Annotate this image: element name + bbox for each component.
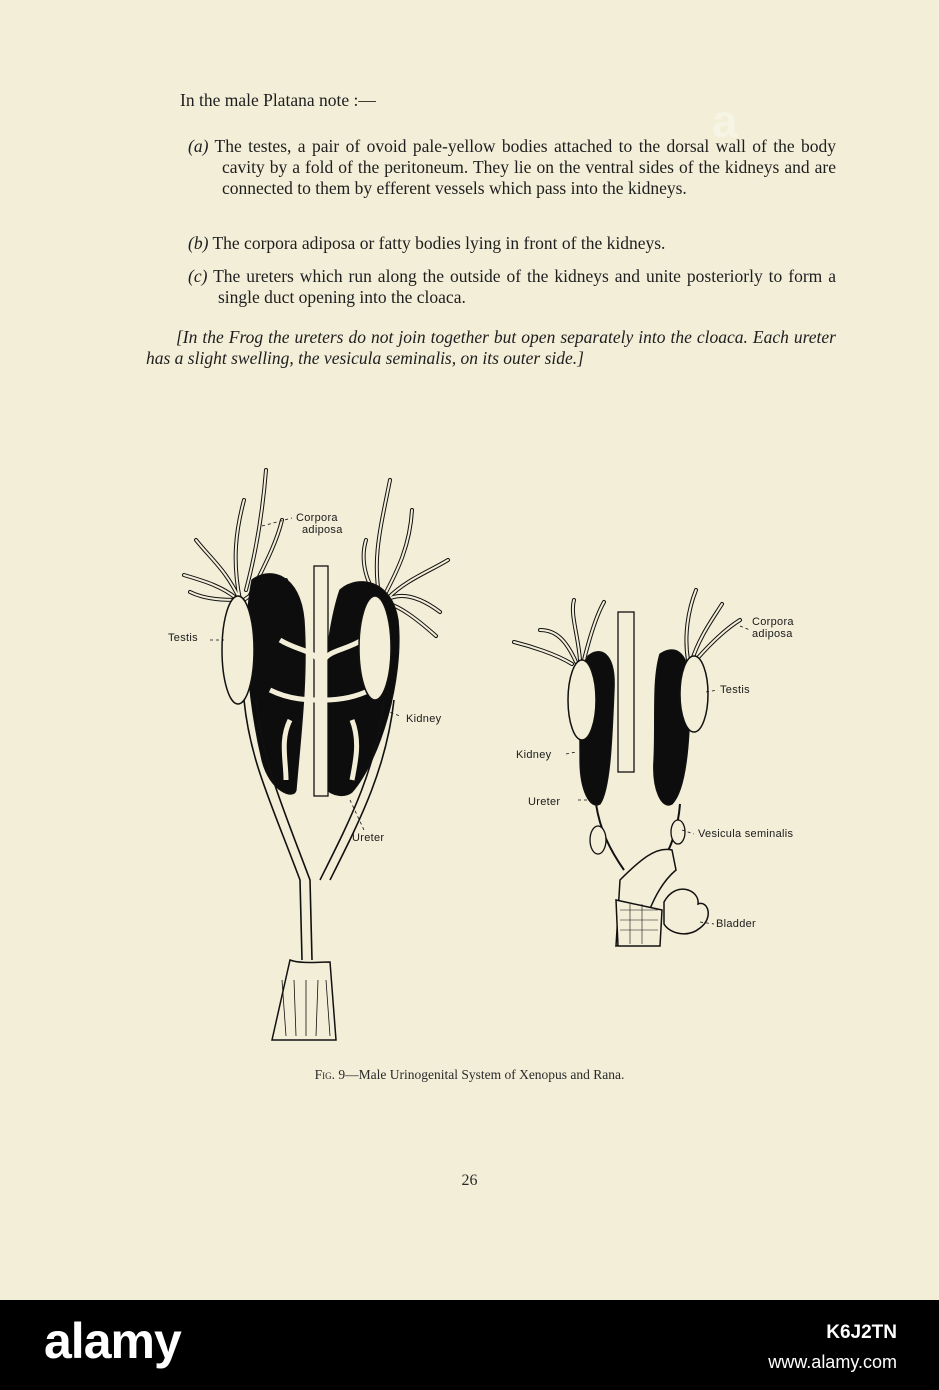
caption-fig-number: Fig. 9 <box>314 1067 346 1082</box>
label-corpora-right: Corpora <box>752 616 794 628</box>
rana-drawing <box>514 590 750 946</box>
label-adiposa-right: adiposa <box>752 628 793 640</box>
item-label-b: (b) <box>188 233 209 253</box>
watermark-1: a <box>712 95 738 147</box>
alamy-logo: alamy <box>44 1313 181 1369</box>
site-url: www.alamy.com <box>768 1352 897 1372</box>
label-kidney-left: Kidney <box>406 713 442 725</box>
page-number: 26 <box>461 1172 478 1189</box>
stock-footer-bar <box>0 1300 939 1390</box>
item-text-c: The ureters which run along the outside of the kidneys and unite posteriorly to form a single duct opening into the cloaca. <box>213 266 836 307</box>
image-id: K6J2TN <box>826 1322 897 1343</box>
label-kidney-right: Kidney <box>516 749 552 761</box>
label-vesicula-right: Vesicula seminalis <box>698 828 794 840</box>
xenopus-drawing <box>184 470 448 1040</box>
intro-line: In the male Platana note :— <box>180 90 376 110</box>
item-text-a: The testes, a pair of ovoid pale-yellow bodies attached to the dorsal wall of the body cavity by a fold of the peritoneum. They lie on the ventral sides of the kidneys and are connected to them by efferent vessels which pass into the kidneys. <box>214 136 837 198</box>
item-text-b: The corpora adiposa or fatty bodies lying in front of the kidneys. <box>212 233 666 253</box>
figure-caption <box>0 1067 939 1083</box>
item-label-c: (c) <box>188 266 208 286</box>
label-bladder-right: Bladder <box>716 918 757 930</box>
label-ureter-right: Ureter <box>528 796 561 808</box>
item-label-a: (a) <box>188 136 209 156</box>
caption-text: —Male Urinogenital System of Xenopus and Rana. <box>345 1067 625 1082</box>
label-corpora-left: Corpora <box>296 512 338 524</box>
label-testis-right: Testis <box>720 684 750 696</box>
label-ureter-left: Ureter <box>352 832 385 844</box>
label-testis-left: Testis <box>168 632 198 644</box>
label-adiposa-left: adiposa <box>302 524 343 536</box>
frog-note: [In the Frog the ureters do not join together but open separately into the cloaca. Each ureter has a slight swelling, the vesicula seminalis, on its outer side.] <box>146 327 836 368</box>
